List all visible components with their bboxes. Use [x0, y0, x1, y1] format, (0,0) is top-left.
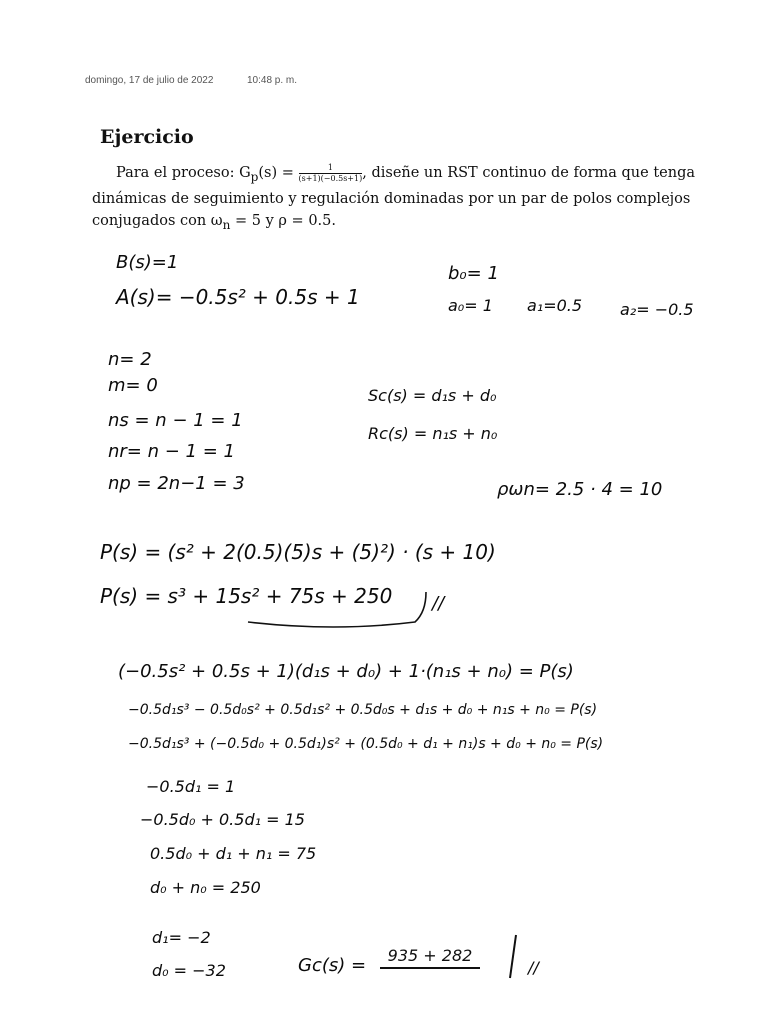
coef-a0: a₀= 1 — [448, 296, 493, 315]
system-eq-1: −0.5d₁ = 1 — [146, 777, 236, 796]
grouped-equation: −0.5d₁s³ + (−0.5d₀ + 0.5d₁)s² + (0.5d₀ + d₁ + n₁)s + d₀ + n₀ = P(s) — [128, 736, 604, 752]
desired-poly-factored: P(s) = (s² + 2(0.5)(5)s + (5)²) · (s + 10) — [100, 540, 496, 564]
order-n: n= 2 — [108, 349, 152, 370]
statement-part-a: Para el proceso: G — [116, 165, 251, 181]
diophantine-equation: (−0.5s² + 0.5s + 1)(d₁s + d₀) + 1·(n₁s + n₀) = P(s) — [118, 661, 574, 682]
result-d0: d₀ = −32 — [152, 961, 226, 980]
exercise-title: Ejercicio — [100, 126, 194, 148]
numerator-b-of-s: B(s)=1 — [116, 252, 179, 273]
statement-part-c: , diseñe un RST continuo de forma que tenga dinámicas de seguimiento y regulación dominadas por un par de polos complejos conjugados con ω — [92, 165, 695, 229]
statement-sub-p: p — [250, 169, 259, 184]
transfer-function-fraction — [299, 163, 363, 184]
order-ns: ns = n − 1 = 1 — [108, 410, 243, 431]
order-nr: nr= n − 1 = 1 — [108, 441, 235, 462]
system-eq-4: d₀ + n₀ = 250 — [150, 878, 261, 897]
controller-check-mark: // — [528, 958, 539, 977]
statement-part-b: (s) = — [258, 165, 299, 181]
system-eq-2: −0.5d₀ + 0.5d₁ = 15 — [140, 810, 305, 829]
coef-a1: a₁=0.5 — [527, 296, 583, 315]
order-np: np = 2n−1 = 3 — [108, 473, 245, 494]
note-date: domingo, 17 de julio de 2022 — [85, 75, 214, 86]
controller-gc-label: Gc(s) = — [298, 955, 367, 976]
result-d1: d₁= −2 — [152, 928, 211, 947]
denominator-a-of-s: A(s)= −0.5s² + 0.5s + 1 — [116, 285, 360, 309]
sc-polynomial: Sc(s) = d₁s + d₀ — [368, 386, 497, 405]
order-m: m= 0 — [108, 375, 158, 396]
desired-poly-expanded: P(s) = s³ + 15s² + 75s + 250 — [100, 584, 393, 608]
statement-sub-n: n — [222, 217, 231, 232]
coef-a2: a₂= −0.5 — [620, 300, 694, 319]
fraction-numerator: 1 — [299, 163, 363, 174]
fraction-denominator: (s+1)(−0.5s+1) — [298, 173, 363, 183]
rho-wn-product: ρωn= 2.5 · 4 = 10 — [497, 479, 663, 500]
coef-b0: b₀= 1 — [448, 263, 499, 284]
statement-part-d: = 5 y ρ = 0.5. — [230, 212, 336, 229]
expanded-equation: −0.5d₁s³ − 0.5d₀s² + 0.5d₁s² + 0.5d₀s + d₁s + d₀ + n₁s + n₀ = P(s) — [128, 702, 598, 718]
system-eq-3: 0.5d₀ + d₁ + n₁ = 75 — [150, 844, 317, 863]
exercise-statement — [92, 162, 768, 236]
rc-polynomial: Rc(s) = n₁s + n₀ — [368, 424, 498, 443]
controller-bar-path — [510, 935, 516, 978]
controller-gc-numerator: 935 + 282 — [380, 946, 480, 969]
note-time: 10:48 p. m. — [247, 75, 298, 86]
desired-poly-check-mark: // — [432, 593, 445, 614]
